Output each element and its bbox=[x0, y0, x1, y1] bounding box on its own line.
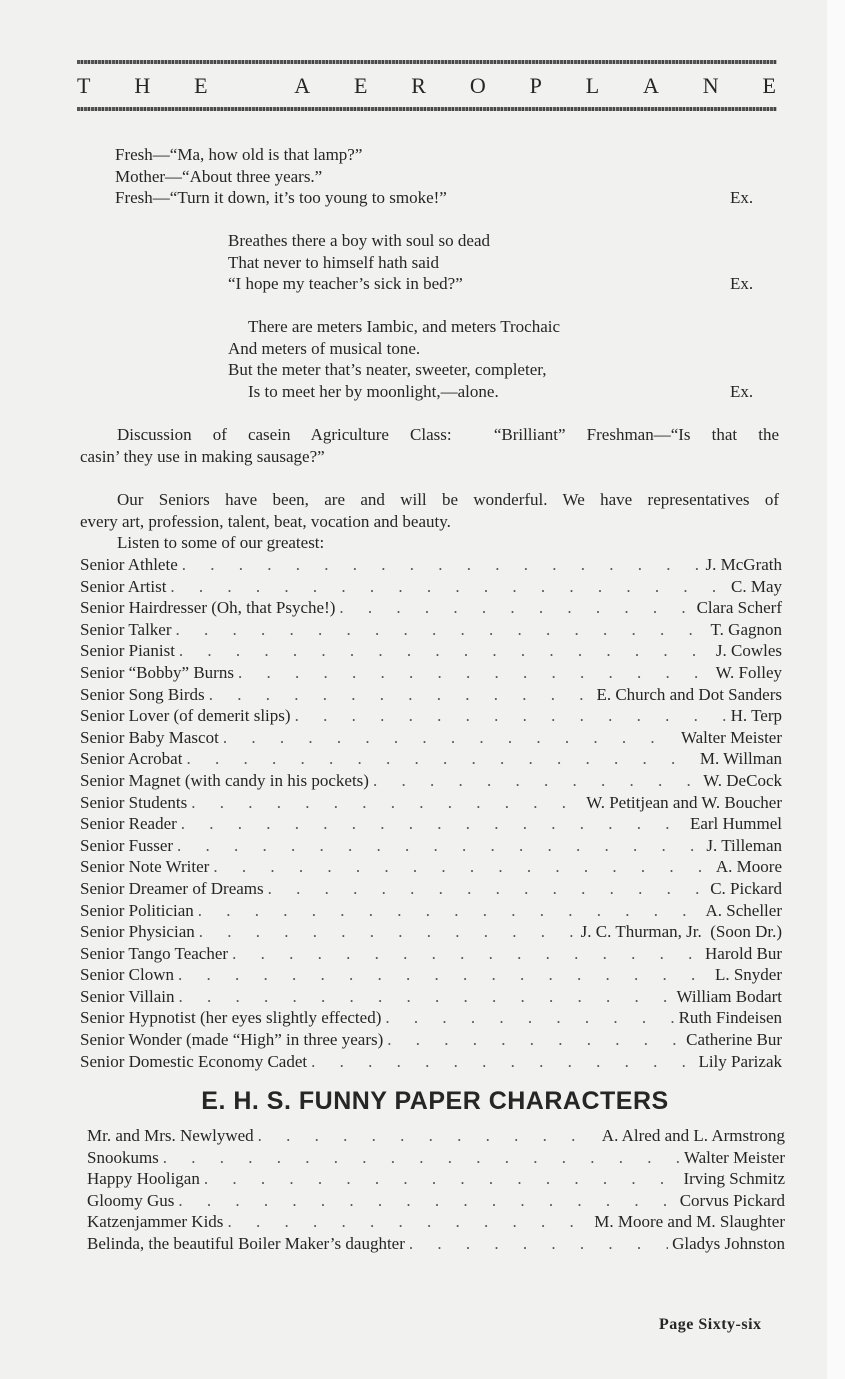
item-name: M. Moore and M. Slaughter bbox=[594, 1212, 785, 1232]
item-title: Gloomy Gus bbox=[87, 1190, 175, 1210]
page-number: Page Sixty-six bbox=[659, 1316, 762, 1333]
item-title: Senior Clown bbox=[80, 965, 174, 985]
item-title: Senior Pianist bbox=[80, 641, 175, 661]
item-title: Senior Acrobat bbox=[80, 749, 183, 769]
section-heading: E. H. S. FUNNY PAPER CHARACTERS bbox=[201, 1087, 669, 1115]
item-name: W. Folley bbox=[715, 662, 782, 682]
item-name: W. Petitjean and W. Boucher bbox=[586, 792, 782, 812]
item-name: Earl Hummel bbox=[689, 814, 782, 834]
masthead-letter: L bbox=[585, 73, 601, 98]
poem-line: There are meters Iambic, and meters Trochaic bbox=[248, 317, 561, 336]
item-title: Senior Hypnotist (her eyes slightly effected) bbox=[80, 1008, 382, 1028]
list-item bbox=[80, 597, 782, 619]
item-name: Lily Parizak bbox=[698, 1051, 782, 1071]
list-item bbox=[80, 813, 782, 835]
masthead-rule-bottom bbox=[77, 107, 777, 111]
item-name: C. Pickard bbox=[710, 878, 782, 898]
leader-dots bbox=[373, 770, 699, 792]
item-name: Catherine Bur bbox=[686, 1030, 782, 1050]
leader-dots bbox=[227, 1211, 590, 1233]
list-item bbox=[80, 662, 782, 684]
masthead-rule-top bbox=[77, 60, 777, 64]
masthead-letter: E bbox=[194, 73, 209, 98]
leader-dots bbox=[223, 727, 677, 749]
leader-dots bbox=[170, 576, 727, 598]
leader-dots bbox=[204, 1168, 680, 1190]
item-title: Senior Physician bbox=[80, 922, 195, 942]
list-item bbox=[87, 1211, 785, 1233]
list-item bbox=[80, 705, 782, 727]
list-item bbox=[80, 878, 782, 900]
item-title: Senior Students bbox=[80, 792, 188, 812]
list-item bbox=[87, 1233, 785, 1255]
list-item bbox=[80, 835, 782, 857]
leader-dots bbox=[295, 705, 727, 727]
seniors-list bbox=[80, 554, 782, 1072]
leader-dots bbox=[177, 835, 702, 857]
item-title: Senior Song Birds bbox=[80, 684, 205, 704]
item-name: J. Cowles bbox=[715, 641, 782, 661]
poem-line: That never to himself hath said bbox=[228, 253, 440, 272]
item-title: Senior Magnet (with candy in his pockets) bbox=[80, 770, 369, 790]
poem-line: Breathes there a boy with soul so dead bbox=[228, 231, 491, 250]
leader-dots bbox=[209, 684, 593, 706]
poem-line: And meters of musical tone. bbox=[228, 339, 421, 358]
paragraph-line: casin’ they use in making sausage?” bbox=[80, 447, 325, 466]
leader-dots bbox=[311, 1051, 694, 1073]
leader-dots bbox=[179, 986, 673, 1008]
item-name: A. Scheller bbox=[705, 900, 782, 920]
item-title: Senior Dreamer of Dreams bbox=[80, 878, 264, 898]
leader-dots bbox=[232, 943, 701, 965]
item-name: A. Alred and L. Armstrong bbox=[601, 1126, 785, 1145]
page-edge bbox=[827, 0, 845, 1379]
list-item bbox=[80, 921, 782, 943]
item-title: Mr. and Mrs. Newlywed bbox=[87, 1126, 254, 1145]
item-title: Senior Lover (of demerit slips) bbox=[80, 706, 291, 726]
list-item bbox=[80, 1051, 782, 1073]
poem-line: Is to meet her by moonlight,—alone. bbox=[248, 382, 499, 401]
list-item bbox=[80, 856, 782, 878]
list-item bbox=[80, 1029, 782, 1051]
list-item bbox=[87, 1190, 785, 1212]
masthead-letter: R bbox=[411, 73, 427, 98]
list-item bbox=[80, 684, 782, 706]
item-name: E. Church and Dot Sanders bbox=[596, 684, 782, 704]
item-name: Gladys Johnston bbox=[672, 1233, 785, 1253]
list-item bbox=[80, 964, 782, 986]
item-name: Walter Meister bbox=[683, 1147, 785, 1167]
leader-dots bbox=[179, 640, 712, 662]
item-name: Ruth Findeisen bbox=[678, 1008, 782, 1028]
item-name: Corvus Pickard bbox=[679, 1190, 785, 1210]
item-name: L. Snyder bbox=[714, 965, 782, 985]
list-item bbox=[87, 1168, 785, 1190]
list-item bbox=[80, 770, 782, 792]
list-item bbox=[80, 943, 782, 965]
ex-credit: Ex. bbox=[730, 188, 754, 207]
masthead-letter: N bbox=[702, 73, 720, 98]
item-title: Senior Baby Mascot bbox=[80, 727, 219, 747]
item-name: Harold Bur bbox=[705, 943, 782, 963]
masthead-letter: E bbox=[762, 73, 777, 98]
masthead-letter: O bbox=[469, 73, 487, 98]
leader-dots bbox=[191, 792, 582, 814]
item-name: Walter Meister bbox=[680, 727, 782, 747]
item-name: C. May bbox=[731, 576, 782, 596]
item-title: Katzenjammer Kids bbox=[87, 1212, 224, 1232]
leader-dots bbox=[258, 1125, 598, 1147]
list-item bbox=[80, 554, 782, 576]
masthead-letter: A bbox=[294, 73, 312, 98]
masthead-letter: T bbox=[77, 73, 92, 98]
item-title: Senior “Bobby” Burns bbox=[80, 662, 234, 682]
item-name: J. C. Thurman, Jr. (Soon Dr.) bbox=[580, 922, 782, 942]
leader-dots bbox=[199, 921, 577, 943]
leader-dots bbox=[387, 1029, 682, 1051]
item-name: Clara Scherf bbox=[696, 598, 782, 618]
leader-dots bbox=[409, 1233, 668, 1255]
leader-dots bbox=[268, 878, 707, 900]
masthead-letter: P bbox=[529, 73, 543, 98]
leader-dots bbox=[178, 1190, 675, 1212]
item-title: Belinda, the beautiful Boiler Maker’s daughter bbox=[87, 1233, 405, 1253]
joke-line: Fresh—“Ma, how old is that lamp?” bbox=[115, 145, 363, 164]
joke-line: Mother—“About three years.” bbox=[115, 167, 323, 186]
item-title: Senior Wonder (made “High” in three years) bbox=[80, 1030, 384, 1050]
list-item bbox=[80, 727, 782, 749]
item-title: Happy Hooligan bbox=[87, 1169, 200, 1189]
item-name: M. Willman bbox=[699, 749, 782, 769]
paragraph-line: Discussion of casein Agriculture Class: “Brilliant” Freshman—“Is that the bbox=[117, 425, 779, 444]
poem-line: “I hope my teacher’s sick in bed?” bbox=[228, 274, 463, 293]
leader-dots bbox=[163, 1147, 680, 1169]
list-item bbox=[80, 619, 782, 641]
item-name: T. Gagnon bbox=[710, 619, 782, 639]
leader-dots bbox=[238, 662, 712, 684]
leader-dots bbox=[385, 1007, 674, 1029]
paragraph-line: every art, profession, talent, beat, vocation and beauty. bbox=[80, 512, 451, 531]
funny-list bbox=[87, 1125, 785, 1255]
list-item bbox=[80, 576, 782, 598]
masthead-title bbox=[77, 73, 777, 99]
item-name: H. Terp bbox=[730, 706, 782, 726]
item-title: Senior Fusser bbox=[80, 835, 174, 855]
paragraph-line: Listen to some of our greatest: bbox=[117, 533, 325, 552]
item-title: Senior Domestic Economy Cadet bbox=[80, 1051, 308, 1071]
leader-dots bbox=[182, 554, 702, 576]
leader-dots bbox=[181, 813, 686, 835]
leader-dots bbox=[186, 748, 695, 770]
item-name: A. Moore bbox=[715, 857, 782, 877]
item-name: J. Tilleman bbox=[706, 835, 782, 855]
item-name: Irving Schmitz bbox=[683, 1169, 785, 1189]
ex-credit: Ex. bbox=[730, 382, 754, 401]
leader-dots bbox=[339, 597, 692, 619]
paragraph-line: Our Seniors have been, are and will be wonderful. We have representatives of bbox=[117, 490, 779, 509]
item-name: W. DeCock bbox=[703, 770, 782, 790]
leader-dots bbox=[176, 619, 707, 641]
item-title: Senior Tango Teacher bbox=[80, 943, 229, 963]
item-title: Snookums bbox=[87, 1147, 159, 1167]
item-title: Senior Talker bbox=[80, 619, 172, 639]
item-title: Senior Artist bbox=[80, 576, 167, 596]
item-title: Senior Athlete bbox=[80, 555, 178, 574]
item-title: Senior Note Writer bbox=[80, 857, 210, 877]
list-item bbox=[87, 1125, 785, 1147]
leader-dots bbox=[198, 900, 702, 922]
list-item bbox=[80, 986, 782, 1008]
item-title: Senior Politician bbox=[80, 900, 194, 920]
item-title: Senior Villain bbox=[80, 986, 175, 1006]
item-name: William Bodart bbox=[676, 986, 782, 1006]
leader-dots bbox=[178, 964, 711, 986]
item-title: Senior Reader bbox=[80, 814, 177, 834]
list-item bbox=[80, 748, 782, 770]
list-item bbox=[80, 900, 782, 922]
masthead-letter: E bbox=[353, 73, 369, 98]
list-item bbox=[80, 792, 782, 814]
masthead-letter: A bbox=[643, 73, 660, 98]
list-item bbox=[80, 640, 782, 662]
list-item bbox=[80, 1007, 782, 1029]
leader-dots bbox=[213, 856, 712, 878]
ex-credit: Ex. bbox=[730, 274, 754, 293]
item-name: J. McGrath bbox=[705, 555, 782, 574]
masthead-letter: H bbox=[134, 73, 152, 98]
item-title: Senior Hairdresser (Oh, that Psyche!) bbox=[80, 598, 336, 618]
joke-line: Fresh—“Turn it down, it’s too young to smoke!” bbox=[115, 188, 447, 207]
list-item bbox=[87, 1147, 785, 1169]
poem-line: But the meter that’s neater, sweeter, completer, bbox=[228, 360, 547, 379]
